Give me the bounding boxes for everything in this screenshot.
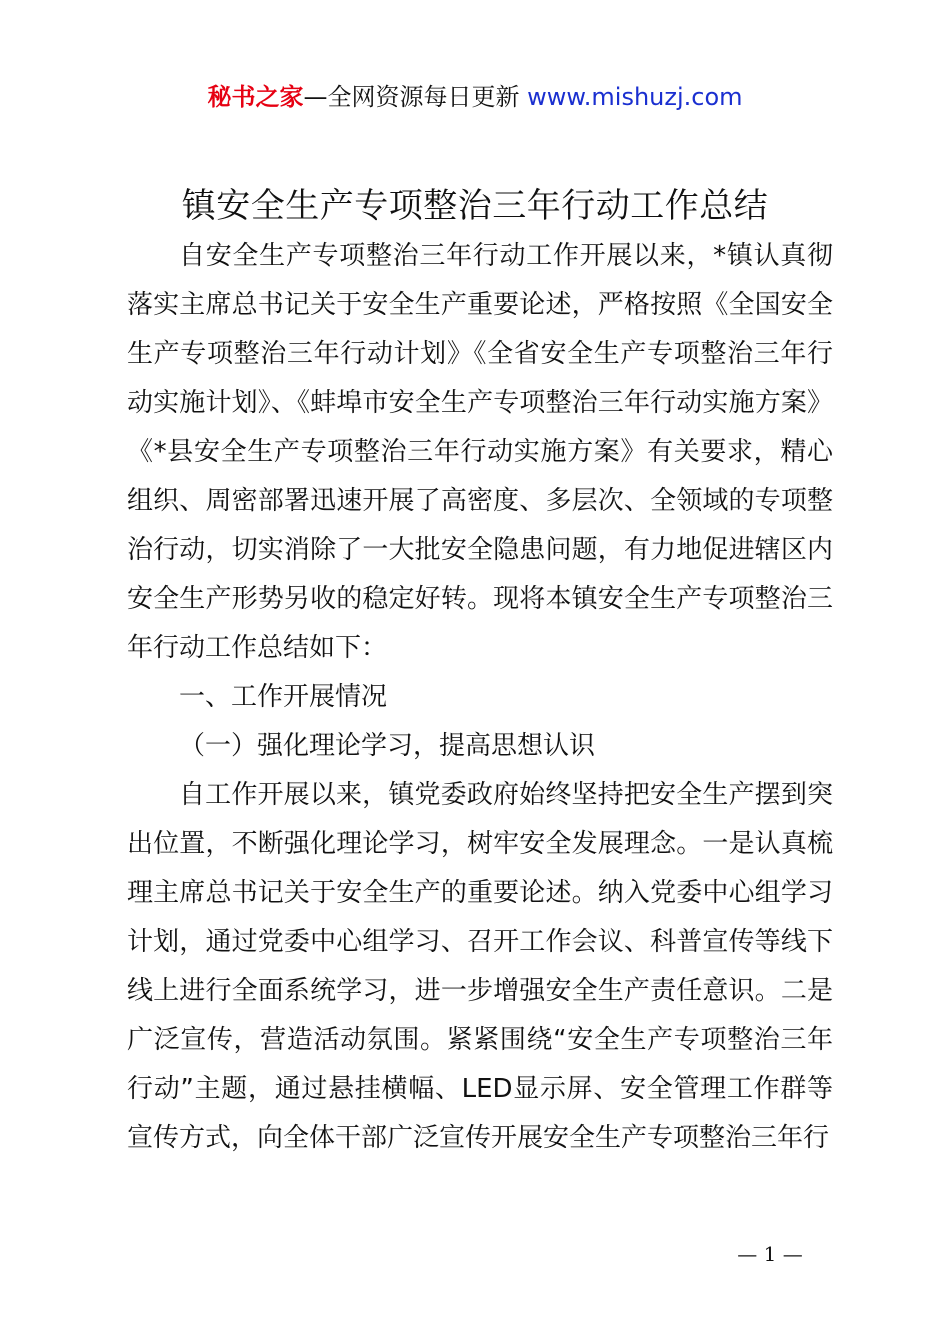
header-brand: 秘书之家	[207, 83, 304, 111]
document-title: 镇安全生产专项整治三年行动工作总结	[181, 186, 769, 226]
header-url-link[interactable]: www.mishuzj.com	[527, 83, 743, 111]
intro-paragraph: 自安全生产专项整治三年行动工作开展以来，*镇认真彻落实主席总书记关于安全生产重要论述，严格按照《全国安全生产专项整治三年行动计划》《全省安全生产专项整治三年行动实施计划》、《蚌埠市安全生产专项整治三年行动实施方案》《*县安全生产专项整治三年行动实施方案》有关要求，精心组织、周密部署迅速开展了高密度、多层次、全领域的专项整治行动，切实消除了一大批安全隐患问题，有力地促进辖区内安全生产形势另收的稳定好转。现将本镇安全生产专项整治三年行动工作总结如下：	[127, 241, 833, 663]
page-number: — 1 —	[737, 1242, 803, 1266]
document-body	[127, 232, 833, 1163]
header-tagline: —全网资源每日更新	[303, 83, 520, 111]
subsection-heading: （一）强化理论学习，提高思想认识	[179, 731, 596, 761]
header-banner	[0, 80, 950, 114]
section-heading: 一、工作开展情况	[179, 682, 388, 712]
body-paragraph: 自工作开展以来，镇党委政府始终坚持把安全生产摆到突出位置，不断强化理论学习，树牢安全发展理念。一是认真梳理主席总书记关于安全生产的重要论述。纳入党委中心组学习计划，通过党委中心组学习、召开工作会议、科普宣传等线下线上进行全面系统学习，进一步增强安全生产责任意识。二是广泛宣传，营造活动氛围。紧紧围绕“安全生产专项整治三年行动”主题，通过悬挂横幅、LED显示屏、安全管理工作群等宣传方式，向全体干部广泛宣传开展安全生产专项整治三年行	[127, 780, 833, 1153]
